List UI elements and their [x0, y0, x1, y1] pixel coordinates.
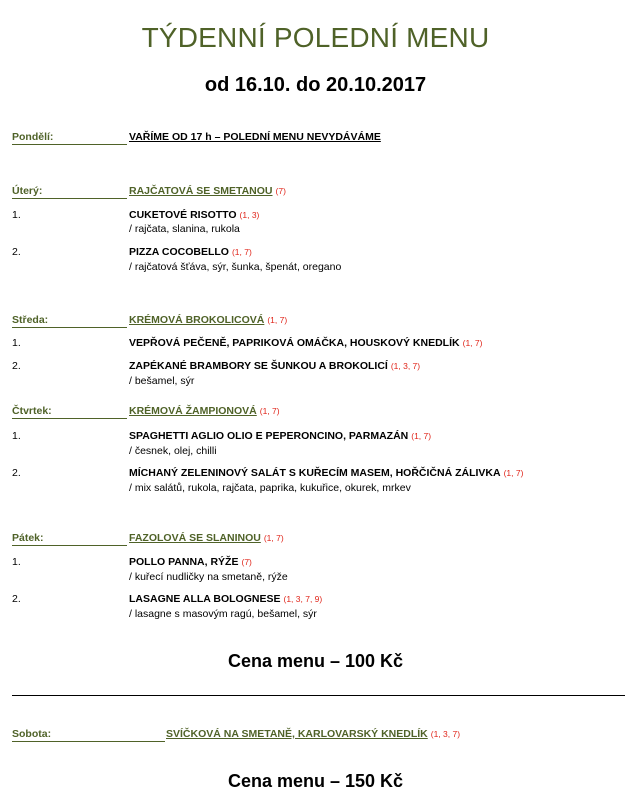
dish-description: / mix salátů, rukola, rajčata, paprika, kukuřice, okurek, mrkev — [129, 482, 411, 494]
day-underline — [12, 144, 127, 145]
item-number: 2. — [12, 246, 21, 258]
weekday-price: Cena menu – 100 Kč — [227, 651, 404, 671]
soup-wednesday: KRÉMOVÁ BROKOLICOVÁ (1, 7) — [129, 314, 288, 326]
section-divider — [12, 695, 625, 696]
day-label-thursday: Čtvrtek: — [12, 405, 52, 417]
day-label-monday: Pondělí: — [12, 131, 54, 143]
day-label-saturday: Sobota: — [12, 728, 52, 740]
menu-date-range: od 16.10. do 20.10.2017 — [204, 74, 427, 96]
item-number: 1. — [12, 209, 21, 221]
dish-name: ZAPÉKANÉ BRAMBORY SE ŠUNKOU A BROKOLICÍ (1, 3, 7) — [129, 360, 421, 372]
day-underline — [12, 741, 165, 742]
dish-name: CUKETOVÉ RISOTTO (1, 3) — [129, 209, 260, 221]
dish-description: / česnek, olej, chilli — [129, 445, 217, 457]
item-number: 1. — [12, 337, 21, 349]
dish-name: POLLO PANNA, RÝŽE (7) — [129, 556, 252, 568]
soup-friday: FAZOLOVÁ SE SLANINOU (1, 7) — [129, 532, 284, 544]
dish-description: / lasagne s masovým ragú, bešamel, sýr — [129, 608, 317, 620]
day-label-wednesday: Středa: — [12, 314, 49, 326]
dish-name: VEPŘOVÁ PEČENĚ, PAPRIKOVÁ OMÁČKA, HOUSKOVÝ KNEDLÍK (1, 7) — [129, 337, 483, 349]
item-number: 2. — [12, 593, 21, 605]
soup-tuesday: RAJČATOVÁ SE SMETANOU (7) — [129, 185, 286, 197]
day-underline — [12, 327, 127, 328]
day-underline — [12, 418, 127, 419]
monday-note: VAŘÍME OD 17 h – POLEDNÍ MENU NEVYDÁVÁME — [129, 131, 381, 143]
dish-description: / rajčatová šťáva, sýr, šunka, špenát, oregano — [129, 261, 342, 273]
day-label-tuesday: Úterý: — [12, 185, 43, 197]
menu-title: TÝDENNÍ POLEDNÍ MENU — [141, 22, 490, 53]
soup-thursday: KRÉMOVÁ ŽAMPIONOVÁ (1, 7) — [129, 405, 280, 417]
day-underline — [12, 198, 127, 199]
item-number: 1. — [12, 430, 21, 442]
saturday-price: Cena menu – 150 Kč — [227, 771, 404, 791]
item-number: 2. — [12, 467, 21, 479]
dish-name: SPAGHETTI AGLIO OLIO E PEPERONCINO, PARMAZÁN (1, 7) — [129, 430, 432, 442]
dish-description: / bešamel, sýr — [129, 375, 195, 387]
day-underline — [12, 545, 127, 546]
dish-name: MÍCHANÝ ZELENINOVÝ SALÁT S KUŘECÍM MASEM, HOŘČIČNÁ ZÁLIVKA (1, 7) — [129, 467, 524, 479]
day-label-friday: Pátek: — [12, 532, 44, 544]
item-number: 1. — [12, 556, 21, 568]
dish-description: / rajčata, slanina, rukola — [129, 223, 240, 235]
item-number: 2. — [12, 360, 21, 372]
dish-name: LASAGNE ALLA BOLOGNESE (1, 3, 7, 9) — [129, 593, 323, 605]
dish-name: PIZZA COCOBELLO (1, 7) — [129, 246, 252, 258]
saturday-dish: SVÍČKOVÁ NA SMETANĚ, KARLOVARSKÝ KNEDLÍK (1, 3, 7) — [166, 728, 461, 740]
dish-description: / kuřecí nudličky na smetaně, rýže — [129, 571, 288, 583]
